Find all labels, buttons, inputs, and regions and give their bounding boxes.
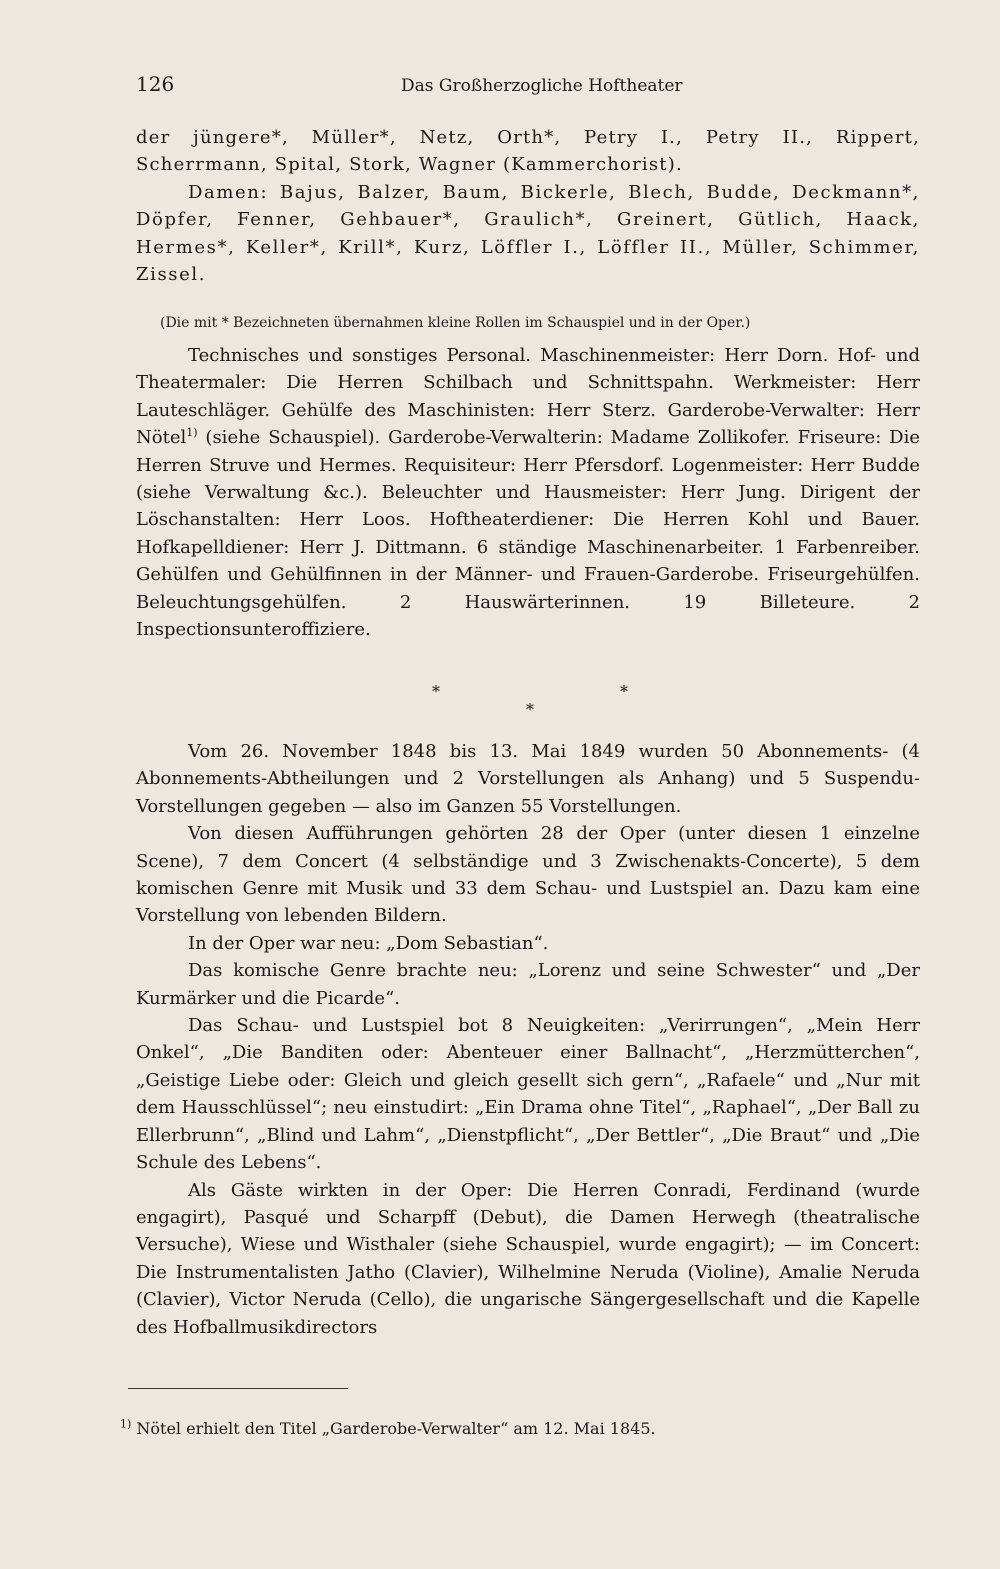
paragraph-performances: Vom 26. November 1848 bis 13. Mai 1849 wurden 50 Abonnements- (4 Abonnements-Abtheilungen und 2 Vorstellungen als Anhang) und 5 Suspendu-Vorstellungen gegeben — also im Ganzen 55 Vorstellungen. — [136, 741, 920, 817]
asterisk: * — [526, 700, 534, 719]
season-report — [136, 738, 920, 1341]
paragraph-drama-novelties: Das Schau- und Lustspiel bot 8 Neuigkeiten: „Verirrungen“, „Mein Herr Onkel“, „Die Banditen oder: Abenteuer einer Ballnacht“, „Herzmütterchen“, „Geistige Liebe oder: Gleich und gleich gesellt sich gern“, „Rafaele“ und „Nur mit dem Hausschlüssel“; neu einstudirt: „Ein Drama ohne Titel“, „Raphael“, „Der Ball zu Ellerbrunn“, „Blind und Lahm“, „Dienstpflicht“, „Der Bettler“, „Die Braut“ und „Die Schule des Lebens“. — [136, 1015, 920, 1174]
damen-label: Damen: — [188, 181, 269, 203]
running-title: Das Großherzogliche Hoftheater — [401, 76, 683, 96]
page-header — [136, 72, 920, 104]
note-line: (Die mit * Bezeichneten übernahmen kleine Rollen im Schauspiel und in der Oper.) — [160, 315, 751, 331]
personal-heading: Technisches und sonstiges Personal. — [188, 345, 532, 366]
page-number: 126 — [136, 72, 175, 96]
damen-list: Bajus, Balzer, Baum, Bickerle, Blech, Budde, Deckmann*, Döpfer, Fenner, Gehbauer*, Graulich*, Greinert, Gütlich, Haack, Hermes*, Keller*, Krill*, Kurz, Löffler I., Löffler II., Müller, Schimmer, Zissel. — [136, 181, 921, 286]
cast-line-1: der jüngere*, Müller*, Netz, Orth*, Petry I., Petry II., Rippert, — [136, 127, 920, 148]
personal-text-continued: (siehe Schauspiel). Garderobe-Verwalterin: Madame Zollikofer. Friseure: Die Herren Struve und Hermes. Requisiteur: Herr Pfersdorf. Logenmeister: Herr Budde (siehe Verwaltung &c.). Beleuchter und Hausmeister: Herr Jung. Dirigent der Löschanstalten: Herr Loos. Hoftheaterdiener: Die Herren Kohl und Bauer. Hofkapelldiener: Herr J. Dittmann. 6 ständige Maschinenarbeiter. 1 Farbenreiber. Gehülfen und Gehülfinnen in der Männer- und Frauen-Garderobe. Friseurgehülfen. Beleuchtungsgehülfen. 2 Hauswärterinnen. 19 Billeteure. 2 Inspectionsunteroffiziere. — [136, 427, 920, 641]
personal-block — [136, 342, 920, 643]
asterisk: * — [620, 682, 628, 701]
damen-paragraph — [136, 179, 920, 289]
paragraph-opera-new: In der Oper war neu: „Dom Sebastian“. — [188, 932, 549, 954]
paragraph-comic-genre: Das komische Genre brachte neu: „Lorenz und seine Schwester“ und „Der Kurmärker und die Picarde“. — [136, 960, 920, 1009]
paragraph-guests: Als Gäste wirkten in der Oper: Die Herren Conradi, Ferdinand (wurde engagirt), Pasqué und Scharpff (Debut), die Damen Herwegh (theatralische Versuche), Wiese und Wisthaler (siehe Schauspiel, wurde engagirt); — im Concert: Die Instrumentalisten Jatho (Clavier), Wilhelmine Neruda (Violine), Amalie Neruda (Clavier), Victor Neruda (Cello), die ungarische Sängergesellschaft und die Kapelle des Hofballmusikdirectors — [136, 1179, 920, 1338]
footnote-marker: 1) — [120, 1417, 132, 1431]
personal-text: Maschinenmeister: Herr Dorn. Hof- und Theatermaler: Die Herren Schilbach und Schnittspahn. Werkmeister: Herr Lauteschläger. Gehülfe des Maschinisten: Herr Sterz. Garderobe-Verwalter: Herr Nötel — [136, 345, 921, 449]
footnote-rule — [128, 1388, 348, 1389]
cast-line-2: Scherrmann, Spital, Stork, Wagner (Kammerchorist). — [136, 154, 683, 176]
footnote-reference: 1) — [186, 426, 198, 440]
cast-list-block — [136, 124, 920, 288]
paragraph-distribution: Von diesen Aufführungen gehörten 28 der Oper (unter diesen 1 einzelne Scene), 7 dem Concert (4 selbständige und 3 Zwischenakts-Concerte), 5 dem komischen Genre mit Musik und 33 dem Schau- und Lustspiel an. Dazu kam eine Vorstellung von lebenden Bildern. — [136, 823, 920, 927]
footnote — [120, 1418, 920, 1440]
asterisk: * — [432, 682, 440, 701]
personal-paragraph — [136, 342, 920, 643]
section-asterism — [0, 682, 1000, 722]
footnote-text: Nötel erhielt den Titel „Garderobe-Verwalter“ am 12. Mai 1845. — [136, 1419, 656, 1438]
